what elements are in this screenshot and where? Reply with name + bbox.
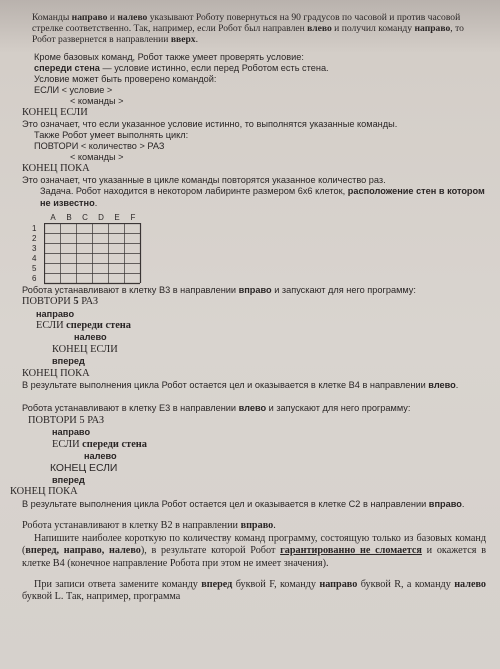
text: . <box>461 498 465 509</box>
text: . <box>273 520 276 532</box>
text <box>22 296 486 308</box>
text: Робота устанавливают в клетку Е3 в направлении <box>22 403 239 414</box>
text: КОНЕЦ ЕСЛИ <box>22 106 88 118</box>
text: КОНЕЦ ЕСЛИ <box>52 343 118 355</box>
text: указывают Роботу повернуться на 90 градусов по часовой и против часовой стрелке соответственно. Так, например, если Робот был направлен <box>32 12 461 35</box>
text: ЕСЛИ <box>36 320 67 332</box>
text: направо <box>319 578 358 590</box>
grid-col-label: F <box>130 212 136 222</box>
text: расположение стен в котором не известно <box>40 186 485 208</box>
text: гарантированно не сломается <box>280 545 422 557</box>
text: , то Робот развернется в направлении <box>32 23 464 46</box>
grid-col-label: D <box>98 212 104 222</box>
text: При записи ответа замените команду <box>34 578 202 590</box>
text: Также Робот умеет выполнять цикл: <box>34 130 189 141</box>
text: Робота устанавливают в клетку В3 в направлении <box>22 284 239 295</box>
program-1 <box>22 285 486 392</box>
text: направо <box>414 23 451 35</box>
text <box>22 439 486 451</box>
maze-grid <box>22 213 486 283</box>
text: направо <box>71 12 108 23</box>
text <box>22 533 486 571</box>
text: буквой L. Так, например, программа <box>22 591 181 603</box>
text: спереди стена <box>66 320 131 332</box>
grid-row-label: 5 <box>32 263 37 273</box>
text: влево <box>307 23 332 35</box>
text: РАЗ <box>78 296 99 308</box>
text: вправо <box>428 498 462 509</box>
program-2 <box>10 403 486 510</box>
text: вперед <box>52 474 85 485</box>
text: налево <box>454 578 487 590</box>
grid-col-label: B <box>66 212 72 222</box>
text: В результате выполнения цикла Робот остается цел и оказывается в клетке В4 в направлении <box>22 380 429 391</box>
text: налево <box>84 451 117 462</box>
text: и получил команду <box>331 23 415 35</box>
text: спереди стена <box>82 438 147 450</box>
text: КОНЕЦ ПОКА <box>10 486 78 498</box>
grid-lines <box>44 223 142 285</box>
text: вперед, направо, налево <box>25 545 141 557</box>
text: . <box>195 34 198 46</box>
text: вперед <box>201 578 233 590</box>
text <box>22 520 486 533</box>
text: КОНЕЦ ПОКА <box>22 163 90 175</box>
text <box>22 403 486 414</box>
text <box>22 63 486 74</box>
text: и запускают для него программу: <box>271 284 416 295</box>
text: вперед <box>52 356 85 367</box>
text: Задача. Робот находится в некотором лабиринте размером 6х6 клеток, <box>40 186 348 197</box>
grid-col-label: E <box>114 212 120 222</box>
text: Команды <box>32 12 72 23</box>
final-task <box>22 520 486 604</box>
text: Робота устанавливают в клетку В2 в направлении <box>22 520 241 532</box>
text: влево <box>428 380 456 391</box>
grid-row-label: 3 <box>32 243 37 253</box>
text: < команды > <box>70 152 124 163</box>
condition-section <box>22 52 486 187</box>
text: налево <box>74 332 107 343</box>
text: 5 <box>73 296 79 308</box>
text: буквой F, команду <box>232 578 320 590</box>
text: ), в результате которой Робот <box>140 545 281 557</box>
text: вверх <box>170 34 196 46</box>
text: Напишите наиболее короткую по количеству команд программу, состоящую только из базовых команд ( <box>22 532 486 557</box>
text: Условие может быть проверено командой: <box>34 73 217 84</box>
grid-col-label: A <box>50 212 56 222</box>
text <box>22 285 486 296</box>
grid-row-label: 4 <box>32 253 37 263</box>
text: налево <box>117 12 148 23</box>
text <box>22 320 486 332</box>
text: Кроме базовых команд, Робот также умеет проверять условие: <box>34 51 304 62</box>
grid-row-label: 2 <box>32 233 37 243</box>
text: . <box>94 197 98 208</box>
grid-row-label: 6 <box>32 273 37 283</box>
text: вправо <box>238 284 272 295</box>
text: КОНЕЦ ЕСЛИ <box>50 462 118 474</box>
text: — условие истинно, если перед Роботом есть стена. <box>99 62 329 73</box>
intro-paragraph <box>22 12 486 46</box>
text: ПОВТОРИ 5 РАЗ <box>28 414 105 426</box>
text: и <box>107 12 118 23</box>
text: ПОВТОРИ <box>22 296 74 308</box>
task-paragraph <box>22 186 486 208</box>
text: спереди стена <box>34 62 100 73</box>
text: и окажется в клетке В4 (конечное направление Робота при этом не имеет значения). <box>22 545 486 569</box>
text <box>22 380 486 391</box>
text: направо <box>52 427 91 438</box>
text: направо <box>36 308 75 319</box>
text: КОНЕЦ ПОКА <box>22 367 90 379</box>
text: В результате выполнения цикла Робот остается цел и оказывается в клетке С2 в направлении <box>22 498 429 509</box>
text: ПОВТОРИ < количество > РАЗ <box>34 141 165 152</box>
text: Это означает, что указанные в цикле команды повторятся указанное количество раз. <box>22 175 386 186</box>
text: ЕСЛИ <box>52 438 83 450</box>
grid-row-label: 1 <box>32 223 37 233</box>
text: вправо <box>240 520 274 532</box>
text: ЕСЛИ < условие > <box>34 84 113 95</box>
text: Это означает, что если указанное условие истинно, то выполнятся указанные команды. <box>22 119 398 130</box>
text: буквой R, а команду <box>357 578 455 590</box>
text: влево <box>238 403 267 414</box>
text <box>22 579 486 604</box>
grid-col-label: C <box>82 212 88 222</box>
text: . <box>455 380 459 391</box>
text <box>22 499 486 510</box>
text: < команды > <box>70 95 124 106</box>
text: и запускают для него программу: <box>266 403 411 414</box>
